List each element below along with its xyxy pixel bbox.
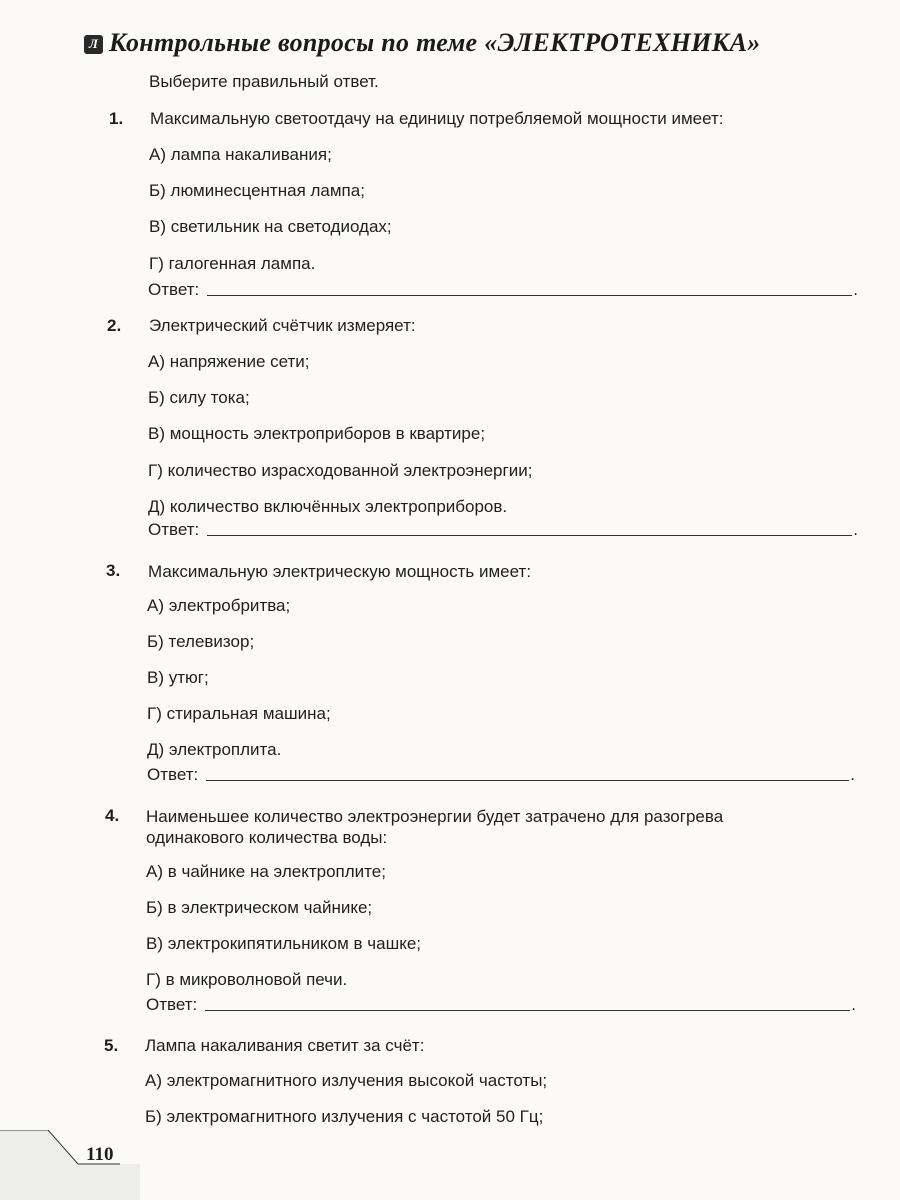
- option: А) лампа накаливания;: [149, 145, 332, 164]
- option: Б) телевизор;: [147, 632, 255, 651]
- answer-line[interactable]: [206, 779, 849, 781]
- question-number: 1.: [109, 109, 124, 128]
- answer-line[interactable]: [207, 294, 852, 296]
- instruction-text: Выберите правильный ответ.: [149, 72, 379, 91]
- answer-end: .: [853, 280, 858, 299]
- answer-field[interactable]: [147, 765, 855, 785]
- option: Г) галогенная лампа.: [149, 254, 316, 273]
- option: Б) силу тока;: [148, 388, 250, 407]
- section-icon: Л: [84, 35, 103, 54]
- answer-label: Ответ:: [148, 280, 200, 299]
- option: А) электробритва;: [147, 596, 291, 615]
- question-number: 5.: [104, 1036, 119, 1055]
- question-number: 2.: [107, 316, 122, 335]
- question-text-line-2: одинакового количества воды:: [146, 828, 388, 847]
- answer-end: .: [851, 995, 856, 1014]
- answer-end: .: [853, 520, 858, 539]
- page-number: 110: [86, 1144, 114, 1165]
- answer-label: Ответ:: [148, 520, 200, 539]
- option: А) в чайнике на электроплите;: [146, 862, 386, 881]
- question-text: Электрический счётчик измеряет:: [149, 316, 416, 335]
- question-text: Лампа накаливания светит за счёт:: [145, 1036, 425, 1055]
- answer-field[interactable]: [146, 995, 856, 1015]
- question-text-line-1: Наименьшее количество электроэнергии будет затрачено для разогрева: [146, 807, 724, 826]
- option: А) электромагнитного излучения высокой частоты;: [145, 1071, 548, 1090]
- option: Б) в электрическом чайнике;: [146, 898, 373, 917]
- question-number: 4.: [105, 806, 120, 825]
- option: В) мощность электроприборов в квартире;: [148, 424, 486, 443]
- question-number: 3.: [106, 561, 121, 580]
- option: Б) люминесцентная лампа;: [149, 181, 365, 200]
- question-text: Максимальную светоотдачу на единицу потребляемой мощности имеет:: [150, 109, 724, 128]
- section-header: [84, 28, 761, 58]
- answer-end: .: [850, 765, 855, 784]
- option: Г) количество израсходованной электроэнергии;: [148, 461, 533, 480]
- answer-label: Ответ:: [146, 995, 198, 1014]
- answer-line[interactable]: [205, 1009, 850, 1011]
- page-corner-decoration: [0, 1130, 140, 1200]
- option: В) утюг;: [147, 668, 209, 687]
- answer-field[interactable]: [148, 520, 858, 540]
- option: А) напряжение сети;: [148, 352, 310, 371]
- option: Г) в микроволновой печи.: [146, 970, 348, 989]
- answer-line[interactable]: [207, 534, 852, 536]
- answer-label: Ответ:: [147, 765, 199, 784]
- option: В) электрокипятильником в чашке;: [146, 934, 422, 953]
- option: В) светильник на светодиодах;: [149, 217, 392, 236]
- option: Г) стиральная машина;: [147, 704, 331, 723]
- option: Б) электромагнитного излучения с частотой 50 Гц;: [145, 1107, 544, 1126]
- answer-field[interactable]: [148, 280, 858, 300]
- option: Д) количество включённых электроприборов.: [148, 497, 508, 516]
- option: Д) электроплита.: [147, 740, 282, 759]
- question-text: Максимальную электрическую мощность имеет:: [148, 562, 532, 581]
- page-title: Контрольные вопросы по теме «ЭЛЕКТРОТЕХНИКА»: [109, 28, 761, 57]
